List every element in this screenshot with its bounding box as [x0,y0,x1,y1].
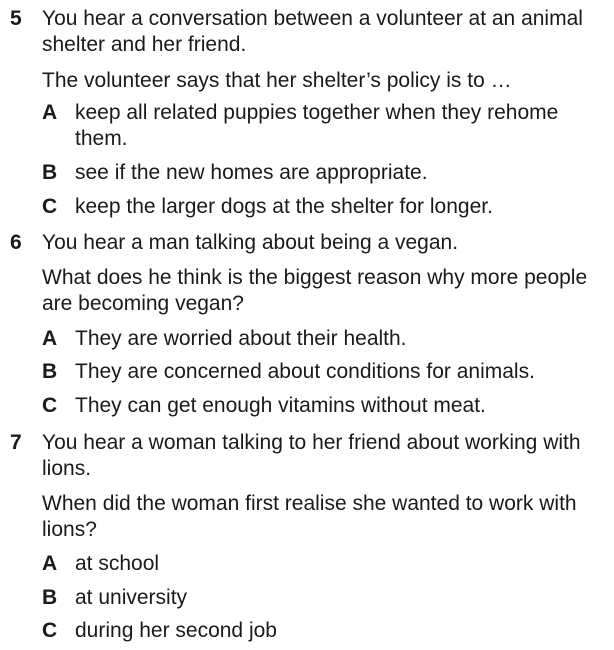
option-text: at school [75,552,160,575]
option-letter: C [42,619,58,642]
option-letter: C [42,195,58,218]
question-prompt: When did the woman first realise she wanted to work with lions? [42,492,577,541]
option-text: They are worried about their health. [75,327,407,350]
option-text: They can get enough vitamins without meat. [75,394,486,417]
option-text: at university [75,586,188,609]
question-prompt: The volunteer says that her shelter’s policy is to … [42,69,512,92]
option-letter: A [42,327,58,350]
question-number: 6 [10,231,22,254]
option-letter: A [42,552,58,575]
option-letter: B [42,161,58,184]
option-letter: B [42,586,58,609]
option-text: see if the new homes are appropriate. [75,161,428,184]
question-6 [0,230,600,420]
question-7 [0,430,600,645]
option-letter: B [42,360,58,383]
question-prompt: What does he think is the biggest reason why more people are becoming vegan? [42,266,588,315]
question-context: You hear a woman talking to her friend about working with lions. [42,431,581,480]
question-context: You hear a conversation between a volunteer at an animal shelter and her friend. [42,7,583,56]
question-context: You hear a man talking about being a vegan. [42,231,459,254]
option-letter: A [42,101,58,124]
question-number: 5 [10,7,22,30]
option-text: keep all related puppies together when they rehome them. [75,101,559,150]
question-5 [0,6,600,216]
option-text: during her second job [75,619,277,642]
option-text: They are concerned about conditions for animals. [75,360,535,383]
option-letter: C [42,394,58,417]
question-number: 7 [10,431,22,454]
option-text: keep the larger dogs at the shelter for longer. [75,195,493,218]
